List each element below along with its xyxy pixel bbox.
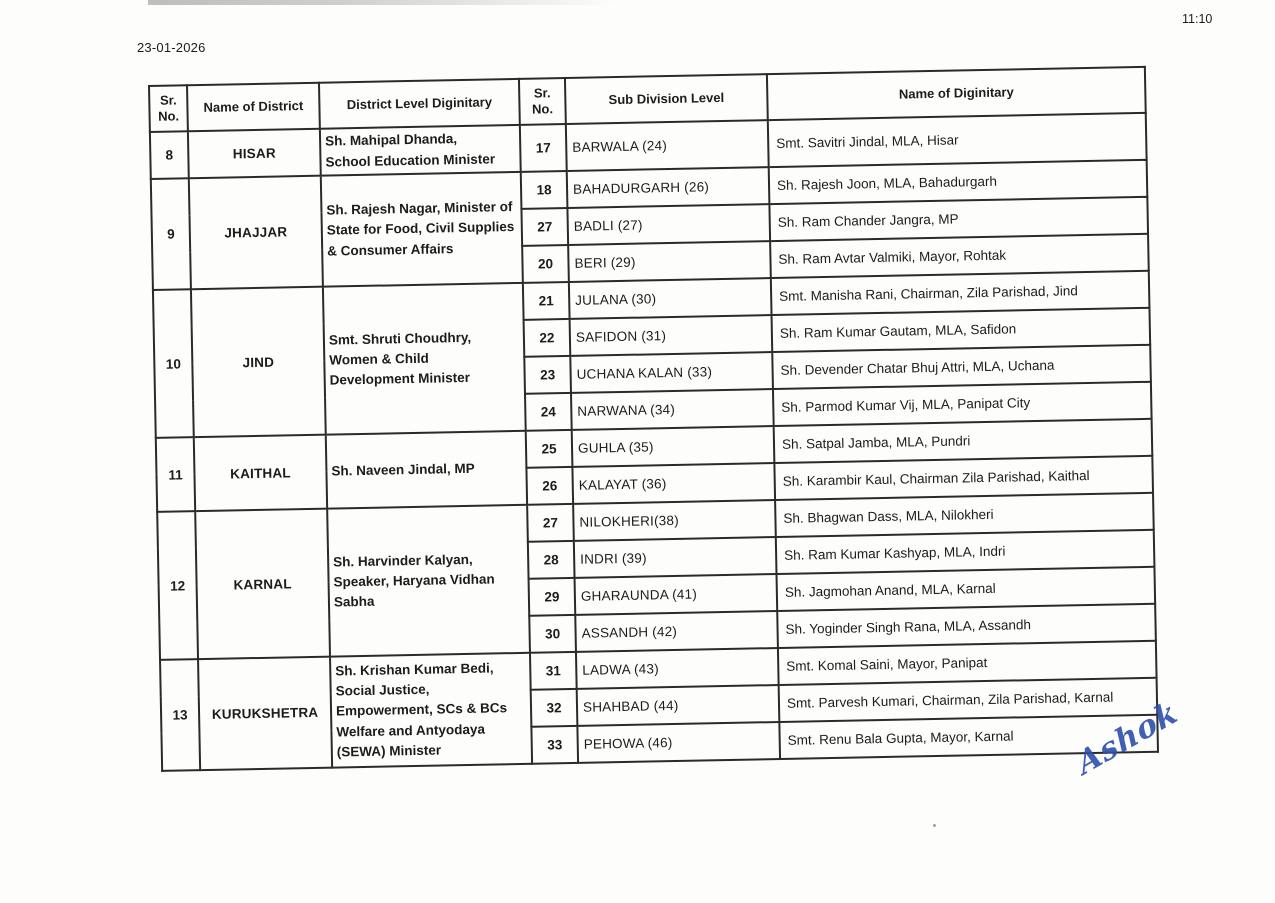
sub-division-sr-cell: 32 (531, 689, 578, 727)
sub-division-name-cell: JULANA (30) (569, 278, 772, 319)
district-name-cell: JIND (191, 287, 326, 438)
dignitary-name-cell: Sh. Yoginder Singh Rana, MLA, Assandh (777, 604, 1156, 648)
sub-division-sr-cell: 24 (525, 393, 572, 431)
sub-division-name-cell: BAHADURGARH (26) (567, 167, 770, 208)
header-sub-sr-no: Sr. No. (519, 78, 566, 125)
district-name-cell: KURUKSHETRA (198, 657, 332, 771)
dignitary-name-cell: Smt. Savitri Jindal, MLA, Hisar (768, 113, 1147, 167)
dignitary-name-cell: Smt. Manisha Rani, Chairman, Zila Parishad, Jind (771, 271, 1150, 315)
district-dignitary-cell: Sh. Harvinder Kalyan, Speaker, Haryana Vidhan Sabha (327, 505, 530, 657)
header-sr-no: Sr. No. (149, 85, 188, 132)
district-dignitary-cell: Sh. Rajesh Nagar, Minister of State for Food, Civil Supplies & Consumer Affairs (321, 172, 523, 287)
district-name-cell: HISAR (188, 129, 321, 179)
sub-division-name-cell: INDRI (39) (574, 537, 777, 578)
sub-division-name-cell: BERI (29) (568, 241, 771, 282)
sub-division-sr-cell: 31 (530, 652, 577, 690)
sub-division-sr-cell: 29 (529, 578, 576, 616)
sub-division-sr-cell: 18 (521, 171, 568, 209)
sub-division-name-cell: BARWALA (24) (566, 120, 769, 171)
sub-division-name-cell: BADLI (27) (567, 204, 770, 245)
sub-division-sr-cell: 25 (526, 430, 573, 468)
sub-division-name-cell: GUHLA (35) (572, 426, 775, 467)
header-dignitary: Name of Diginitary (767, 67, 1146, 120)
district-sr-cell: 10 (153, 289, 194, 438)
dignitary-name-cell: Smt. Renu Bala Gupta, Mayor, Karnal (779, 715, 1158, 759)
sub-division-name-cell: SHAHBAD (44) (577, 685, 780, 726)
sub-division-name-cell: KALAYAT (36) (572, 463, 775, 504)
sub-division-sr-cell: 27 (527, 504, 574, 542)
dignitaries-table-wrapper (148, 66, 1159, 772)
district-dignitary-cell: Smt. Shruti Choudhry, Women & Child Development Minister (323, 283, 526, 435)
district-name-cell: JHAJJAR (189, 176, 323, 290)
district-name-cell: KAITHAL (194, 435, 327, 512)
dignitary-name-cell: Smt. Parvesh Kumari, Chairman, Zila Parishad, Karnal (779, 678, 1158, 722)
header-sub-division: Sub Division Level (565, 74, 768, 124)
sub-division-sr-cell: 28 (528, 541, 575, 579)
table-body (150, 113, 1158, 771)
sub-division-sr-cell: 33 (531, 726, 578, 764)
dignitary-name-cell: Sh. Rajesh Joon, MLA, Bahadurgarh (769, 160, 1148, 204)
district-sr-cell: 13 (160, 659, 200, 771)
dignitary-name-cell: Sh. Devender Chatar Bhuj Attri, MLA, Uchana (772, 345, 1151, 389)
sub-division-sr-cell: 23 (524, 356, 571, 394)
sub-division-sr-cell: 27 (521, 208, 568, 246)
dignitary-name-cell: Sh. Ram Kumar Gautam, MLA, Safidon (772, 308, 1151, 352)
sub-division-sr-cell: 30 (529, 615, 576, 653)
sub-division-sr-cell: 17 (520, 124, 567, 172)
district-name-cell: KARNAL (195, 509, 330, 660)
sub-division-name-cell: PEHOWA (46) (577, 722, 780, 763)
sub-division-name-cell: ASSANDH (42) (575, 611, 778, 652)
dignitary-name-cell: Sh. Bhagwan Dass, MLA, Nilokheri (775, 493, 1154, 537)
dignitary-name-cell: Sh. Ram Avtar Valmiki, Mayor, Rohtak (770, 234, 1149, 278)
district-sr-cell: 12 (157, 511, 198, 660)
sub-division-sr-cell: 26 (526, 467, 573, 505)
header-district: Name of District (187, 83, 320, 132)
district-sr-cell: 9 (151, 178, 191, 290)
sub-division-name-cell: LADWA (43) (576, 648, 779, 689)
dignitary-name-cell: Sh. Ram Kumar Kashyap, MLA, Indri (776, 530, 1155, 574)
sub-division-sr-cell: 22 (524, 319, 571, 357)
header-district-dignitary: District Level Diginitary (319, 79, 520, 129)
dignitary-name-cell: Sh. Karambir Kaul, Chairman Zila Parishad, Kaithal (774, 456, 1153, 500)
dignitary-name-cell: Smt. Komal Saini, Mayor, Panipat (778, 641, 1157, 685)
district-dignitary-cell: Sh. Krishan Kumar Bedi, Social Justice, Empowerment, SCs & BCs Welfare and Antyodaya (SEWA) Minister (330, 653, 532, 768)
sub-division-sr-cell: 20 (522, 245, 569, 283)
scan-speck (933, 824, 936, 827)
document-time: 11:10 (1182, 12, 1213, 26)
scan-artifact-top-bar (148, 0, 618, 5)
dignitaries-table (148, 66, 1159, 772)
sub-division-name-cell: NILOKHERI(38) (573, 500, 776, 541)
sub-division-sr-cell: 21 (523, 282, 570, 320)
handwritten-signature: Ashok (1072, 693, 1184, 783)
district-sr-cell: 8 (150, 131, 189, 179)
sub-division-name-cell: NARWANA (34) (571, 389, 774, 430)
dignitary-name-cell: Sh. Jagmohan Anand, MLA, Karnal (777, 567, 1156, 611)
sub-division-name-cell: UCHANA KALAN (33) (570, 352, 773, 393)
dignitary-name-cell: Sh. Parmod Kumar Vij, MLA, Panipat City (773, 382, 1152, 426)
district-sr-cell: 11 (156, 437, 195, 512)
document-date: 23-01-2026 (137, 40, 206, 55)
district-dignitary-cell: Sh. Mahipal Dhanda, School Education Minister (320, 125, 521, 176)
district-dignitary-cell: Sh. Naveen Jindal, MP (326, 431, 527, 509)
dignitary-name-cell: Sh. Satpal Jamba, MLA, Pundri (774, 419, 1153, 463)
dignitary-name-cell: Sh. Ram Chander Jangra, MP (769, 197, 1148, 241)
sub-division-name-cell: GHARAUNDA (41) (575, 574, 778, 615)
sub-division-name-cell: SAFIDON (31) (570, 315, 773, 356)
